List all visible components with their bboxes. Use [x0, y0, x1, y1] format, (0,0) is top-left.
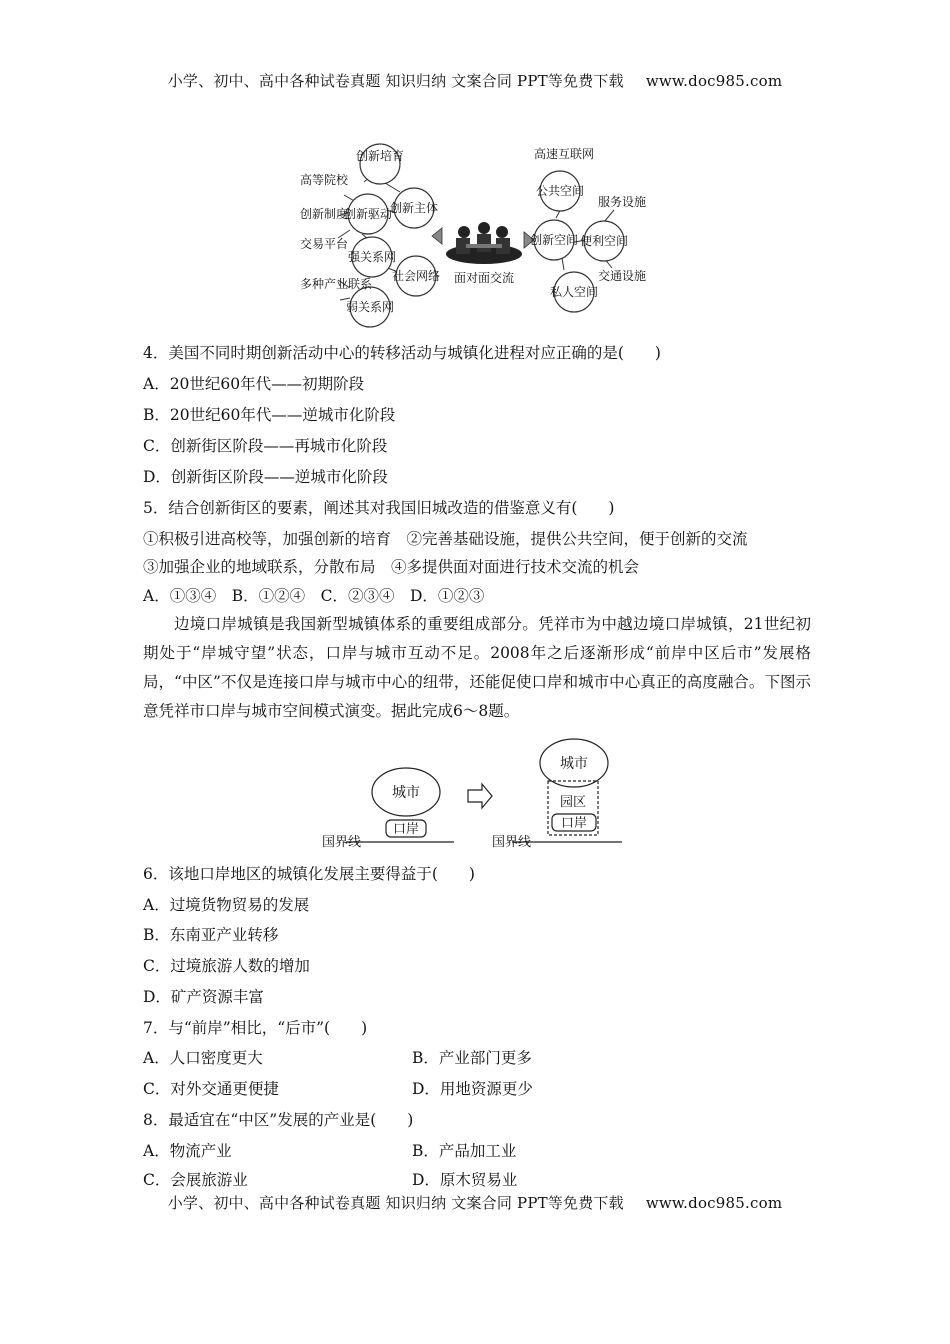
page-footer: [0, 1192, 950, 1213]
q6-option-d: D．矿产资源丰富: [143, 988, 264, 1006]
node-innovation-space: 创新空间: [529, 233, 579, 247]
zone-label: 园区: [559, 795, 587, 810]
label-industry-links: 多种产业联系: [300, 277, 373, 291]
meeting-icon: [446, 222, 522, 264]
q6-option-a: A．过境货物贸易的发展: [143, 896, 310, 914]
q5-statements-2: ③加强企业的地域联系，分散布局 ④多提供面对面进行技术交流的机会: [143, 558, 640, 576]
q4-option-d: D．创新街区阶段——逆城市化阶段: [143, 468, 388, 486]
label-innovation-system: 创新制度: [300, 207, 349, 221]
node-convenience-space: 便利空间: [579, 234, 629, 248]
label-service-facilities: 服务设施: [598, 195, 647, 209]
node-private-space: 私人空间: [549, 285, 599, 299]
center-caption: 面对面交流: [453, 271, 515, 285]
port-city-diagram: [322, 734, 632, 850]
label-universities: 高等院校: [300, 173, 349, 187]
footer-text: 小学、初中、高中各种试卷真题 知识归纳 文案合同 PPT等免费下载: [167, 1194, 624, 1212]
label-transport-facilities: 交通设施: [598, 269, 647, 283]
q7-stem: 7．与“前岸”相比，“后市”( ): [143, 1019, 368, 1037]
node-strong-ties: 强关系网: [347, 250, 397, 264]
q7-option-c: C．对外交通更便捷: [143, 1080, 279, 1098]
node-innovation-subject: 创新主体: [389, 201, 439, 215]
city-label-after: 城市: [560, 756, 588, 772]
q6-stem: 6．该地口岸地区的城镇化发展主要得益于( ): [143, 865, 475, 883]
q8-option-c: C．会展旅游业: [143, 1171, 248, 1189]
footer-url: www.doc985.com: [645, 1194, 783, 1212]
port-label-before: 口岸: [392, 822, 420, 837]
passage: 边境口岸城镇是我国新型城镇体系的重要组成部分。凭祥市为中越边境口岸城镇，21世纪初期处于“岸城守望”状态，口岸与城市互动不足。2008年之后逐渐形成“前岸中区后市”发展格局，“中区”不仅是连接口岸与城市中心的纽带，还能促使口岸和城市中心真正的高度融合。下图示意凭祥市口岸与城市空间模式演变。据此完成6～8题。: [143, 615, 811, 720]
node-innovation-drive: 创新驱动: [343, 207, 393, 221]
label-internet: 高速互联网: [534, 147, 595, 161]
border-label-after: 国界线: [492, 835, 532, 850]
port-label-after: 口岸: [560, 816, 588, 831]
q4-stem: 4．美国不同时期创新活动中心的转移活动与城镇化进程对应正确的是( ): [143, 344, 661, 362]
q8-stem: 8．最适宜在“中区”发展的产业是( ): [143, 1111, 414, 1129]
node-social-network: 社会网络: [391, 269, 441, 283]
q4-option-a: A．20世纪60年代——初期阶段: [143, 375, 365, 393]
q7-option-a: A．人口密度更大: [143, 1049, 263, 1067]
header-text: 小学、初中、高中各种试卷真题 知识归纳 文案合同 PPT等免费下载: [167, 72, 624, 90]
label-trade-platform: 交易平台: [300, 237, 349, 251]
q5-stem: 5．结合创新街区的要素，阐述其对我国旧城改造的借鉴意义有( ): [143, 499, 615, 517]
q8-option-b: B．产品加工业: [412, 1142, 517, 1160]
q6-option-b: B．东南亚产业转移: [143, 926, 279, 944]
q5-statements-1: ①积极引进高校等，加强创新的培育 ②完善基础设施，提供公共空间，便于创新的交流: [143, 530, 748, 548]
page-header: [0, 70, 950, 91]
q8-option-a: A．物流产业: [143, 1142, 232, 1160]
city-label-before: 城市: [392, 785, 420, 801]
q6-option-c: C．过境旅游人数的增加: [143, 957, 310, 975]
header-url: www.doc985.com: [645, 72, 783, 90]
q7-option-d: D．用地资源更少: [412, 1080, 533, 1098]
node-weak-ties: 弱关系网: [345, 300, 395, 314]
q5-choices: A．①③④ B．①②④ C．②③④ D．①②③: [143, 587, 485, 605]
q4-option-c: C．创新街区阶段——再城市化阶段: [143, 437, 388, 455]
node-innovation-cultivation: 创新培育: [355, 149, 405, 163]
node-public-space: 公共空间: [535, 184, 585, 198]
q7-option-b: B．产业部门更多: [412, 1049, 532, 1067]
q8-option-d: D．原木贸易业: [412, 1171, 518, 1189]
innovation-diagram: [294, 140, 664, 335]
border-label-before: 国界线: [322, 835, 362, 850]
q4-option-b: B．20世纪60年代——逆城市化阶段: [143, 406, 396, 424]
